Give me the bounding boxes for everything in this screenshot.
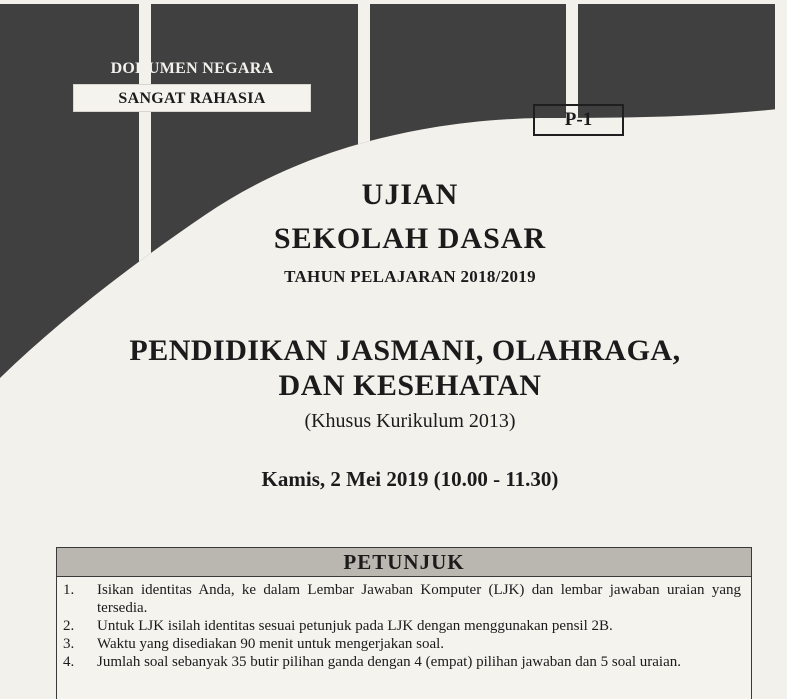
list-item-number: 4.	[63, 654, 75, 670]
list-item-text: Jumlah soal sebanyak 35 butir pilihan ganda dengan 4 (empat) pilihan jawaban dan 5 soal uraian.	[97, 654, 681, 670]
subject-title-line2: DAN KESEHATAN	[278, 369, 542, 402]
subject-title-line1: PENDIDIKAN JASMANI, OLAHRAGA,	[129, 334, 681, 367]
list-item-number: 3.	[63, 636, 75, 652]
list-item	[57, 635, 751, 653]
list-item-number: 1.	[63, 582, 75, 598]
exam-date: Kamis, 2 Mei 2019 (10.00 - 11.30)	[261, 467, 559, 491]
top-edge	[0, 0, 787, 4]
right-edge-strip	[775, 0, 787, 110]
list-item-text: Waktu yang disediakan 90 menit untuk mengerjakan soal.	[97, 636, 445, 652]
title-tahun-pelajaran: TAHUN PELAJARAN 2018/2019	[284, 267, 536, 286]
sangat-rahasia-label: SANGAT RAHASIA	[73, 84, 311, 112]
list-item-text: Isikan identitas Anda, ke dalam Lembar Jawaban Komputer (LJK) dan lembar jawaban uraian yang tersedia.	[97, 582, 741, 616]
list-item-number: 2.	[63, 618, 75, 634]
petunjuk-panel	[56, 547, 752, 699]
list-item	[57, 653, 751, 671]
petunjuk-list	[57, 577, 751, 671]
dokumen-negara-label: DOKUMEN NEGARA	[110, 60, 274, 77]
list-item	[57, 581, 751, 617]
petunjuk-heading: PETUNJUK	[57, 548, 751, 577]
curriculum-note: (Khusus Kurikulum 2013)	[304, 410, 516, 432]
list-item-text: Untuk LJK isilah identitas sesuai petunjuk pada LJK dengan menggunakan pensil 2B.	[97, 618, 613, 634]
title-ujian: UJIAN	[361, 178, 459, 211]
list-item	[57, 617, 751, 635]
packet-code-box: P-1	[533, 104, 624, 136]
title-sekolah-dasar: SEKOLAH DASAR	[273, 222, 547, 255]
